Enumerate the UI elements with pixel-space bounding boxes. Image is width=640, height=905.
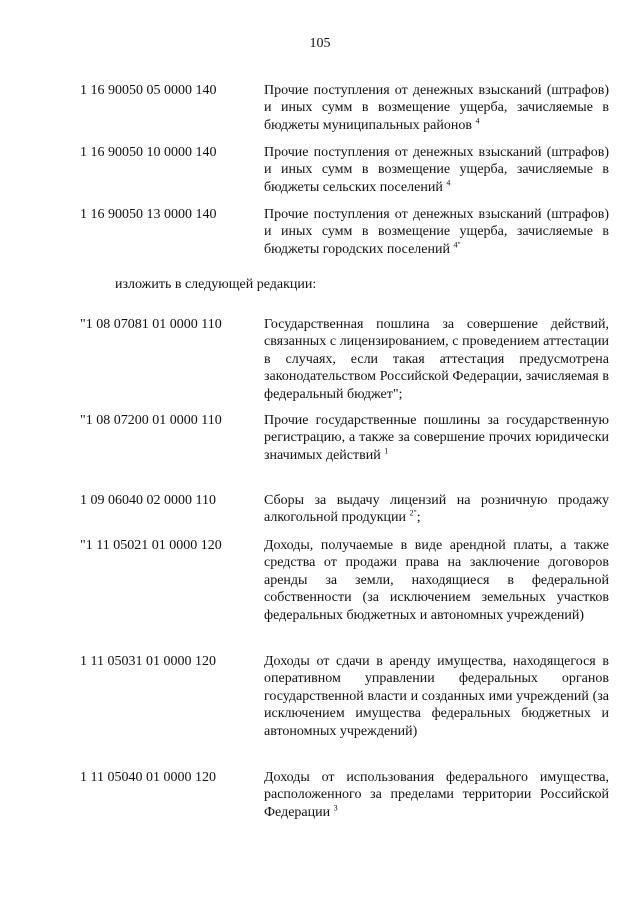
budget-code: 1 16 90050 10 0000 140 bbox=[80, 145, 217, 160]
budget-code: 1 16 90050 13 0000 140 bbox=[80, 207, 217, 222]
budget-description: Доходы, получаемые в виде арендной платы, а также средства от продажи права на заключение договоров аренды за земли, находящиеся в федеральной собственности (за исключением земельных участков федеральных бюджетных и автономных учреждений) bbox=[264, 538, 609, 623]
budget-description: Прочие поступления от денежных взысканий (штрафов) и иных сумм в возмещение ущерба, зачисляемые в бюджеты городских поселений $^{4"}$ bbox=[264, 207, 609, 257]
budget-description: Прочие поступления от денежных взысканий (штрафов) и иных сумм в возмещение ущерба, зачисляемые в бюджеты сельских поселений $^4$ bbox=[264, 145, 609, 195]
budget-description: Сборы за выдачу лицензий на розничную продажу алкогольной продукции $^{2"}$; bbox=[264, 493, 609, 526]
budget-code: 1 11 05040 01 0000 120 bbox=[80, 770, 216, 785]
budget-description: Доходы от использования федерального имущества, расположенного за пределами территории Российской Федерации $^3$ bbox=[264, 770, 609, 820]
footnote-mark: 4 bbox=[446, 178, 451, 188]
budget-description: Доходы от сдачи в аренду имущества, находящегося в оперативном управлении федеральных органов государственной власти и созданных ими учреждений (за исключением имущества федеральных бюджетных и автономных учреждений) bbox=[264, 654, 609, 739]
budget-description: Прочие поступления от денежных взысканий (штрафов) и иных сумм в возмещение ущерба, зачисляемые в бюджеты муниципальных районов $^4$ bbox=[264, 83, 609, 133]
page-number: 105 bbox=[309, 36, 331, 51]
footnote-mark: 4" bbox=[453, 240, 461, 250]
budget-code: "1 08 07081 01 0000 110 bbox=[80, 317, 222, 332]
footnote-mark: 3 bbox=[333, 803, 338, 813]
budget-description: Прочие государственные пошлины за государственную регистрацию, а также за совершение прочих юридически значимых действий $^1$ bbox=[264, 413, 609, 463]
footnote-mark: 4 bbox=[475, 116, 480, 126]
budget-code: 1 11 05031 01 0000 120 bbox=[80, 654, 216, 669]
footnote-mark: 1 bbox=[384, 446, 389, 456]
budget-code: "1 08 07200 01 0000 110 bbox=[80, 413, 222, 428]
budget-description: Государственная пошлина за совершение действий, связанных с лицензированием, с проведением аттестации в случаях, если такая аттестация предусмотрена законодательством Российской Федерации, зачисляемая в федеральный бюджет"; bbox=[264, 317, 609, 402]
budget-code: 1 16 90050 05 0000 140 bbox=[80, 83, 217, 98]
amendment-intro: изложить в следующей редакции: bbox=[115, 277, 317, 292]
budget-code: 1 09 06040 02 0000 110 bbox=[80, 493, 216, 508]
footnote-mark: 2" bbox=[409, 508, 417, 518]
budget-code: "1 11 05021 01 0000 120 bbox=[80, 538, 222, 553]
